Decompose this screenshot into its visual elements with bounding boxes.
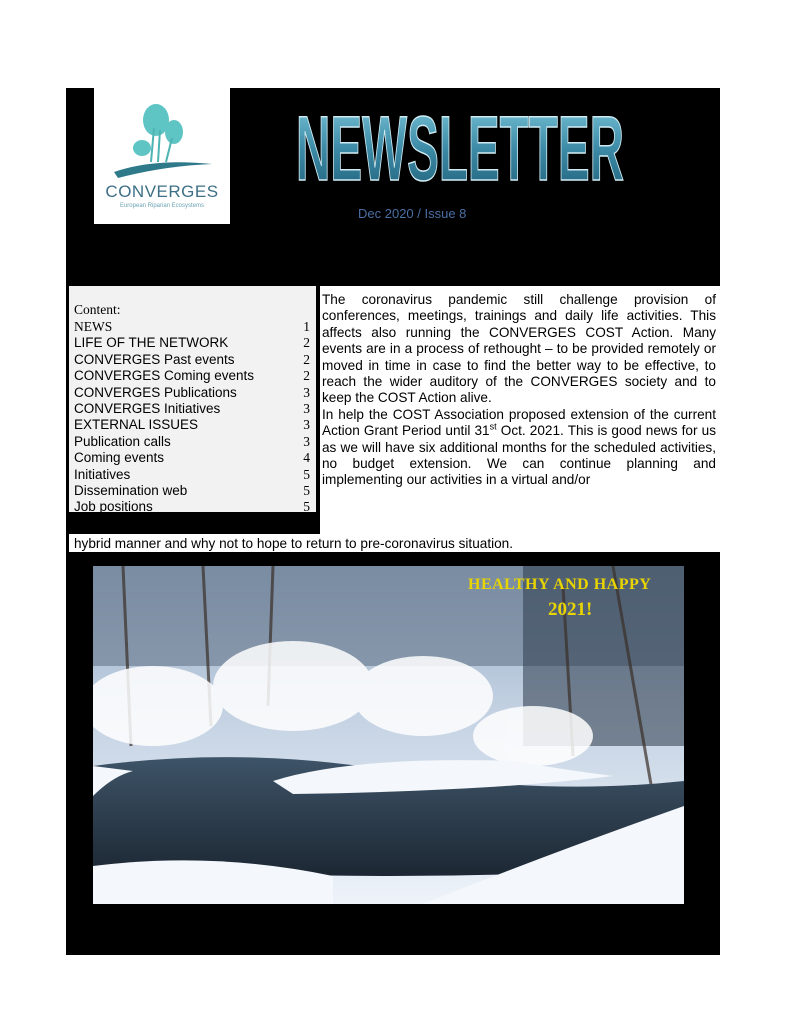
toc-item-label: Job positions [74,499,153,515]
table-of-contents [69,286,316,515]
toc-item [74,467,310,483]
masthead-title [293,88,627,190]
toc-item [74,385,310,401]
toc-item-page: 2 [303,368,310,384]
toc-item [74,352,310,368]
winter-river-photo [93,566,684,904]
article-paragraph-1: The coronavirus pandemic still challenge provision of conferences, meetings, trainings and daily life activities. This affects also running the CONVERGES COST Action. Many events are in a process of rethought – to be provided remotely or moved in time in case to find the better way to be effective, to reach the wider auditory of the CONVERGES society and to keep the COST Action alive. [322,292,716,406]
toc-item-label: EXTERNAL ISSUES [74,417,199,433]
greeting-line-2: 2021! [548,599,593,620]
svg-text:NEWSLETTER: NEWSLETTER [296,98,624,190]
toc-item-label: Publication calls [74,433,171,449]
toc-item [74,483,310,499]
toc-item [74,368,310,384]
toc-item-page: 3 [303,417,310,433]
toc-item-label: CONVERGES Past events [74,351,235,367]
greeting-line-1: HEALTHY AND HAPPY [468,576,652,593]
toc-item-page: 2 [303,351,310,367]
toc-heading: Content: [74,302,121,317]
logo-name: CONVERGES [105,182,219,201]
toc-item [74,319,310,335]
toc-item [74,499,310,515]
toc-item [74,417,310,433]
article-paragraph-2-end: hybrid manner and why not to hope to return to pre-coronavirus situation. [74,536,514,551]
issue-label: Dec 2020 / Issue 8 [358,206,467,221]
article-paragraph-2: In help the COST Association proposed extension of the current Action Grant Period until 31st Oct. 2021. This is good news for us as we will have six additional months for the scheduled activities, no budget extension. We can continue planning and implementing our activities in a virtual and/or [322,406,716,488]
toc-item-page: 1 [303,319,310,334]
toc-item-label: CONVERGES Initiatives [74,401,221,416]
logo-tagline: European Riparian Ecosystems [119,203,205,209]
toc-item-label: Coming events [74,450,165,466]
toc-item-page: 4 [303,450,310,466]
toc-item-page: 3 [303,384,310,400]
toc-item-label: LIFE OF THE NETWORK [74,335,229,351]
toc-item-page: 2 [303,335,310,351]
toc-item [74,434,310,450]
toc-item-label: Dissemination web [74,483,188,498]
toc-item-label: CONVERGES Coming events [74,368,255,384]
toc-item-page: 3 [303,401,310,416]
converges-logo [94,88,230,224]
toc-item-label: Initiatives [74,466,131,482]
toc-item-page: 5 [303,483,310,498]
toc-item [74,335,310,351]
toc-item [74,450,310,466]
toc-item-page: 5 [303,466,310,482]
toc-item-page: 3 [303,433,310,449]
toc-item-label: NEWS [74,319,113,334]
article-body [322,292,716,489]
toc-item-page: 5 [303,499,310,515]
toc-item-label: CONVERGES Publications [74,384,237,400]
toc-item [74,401,310,417]
